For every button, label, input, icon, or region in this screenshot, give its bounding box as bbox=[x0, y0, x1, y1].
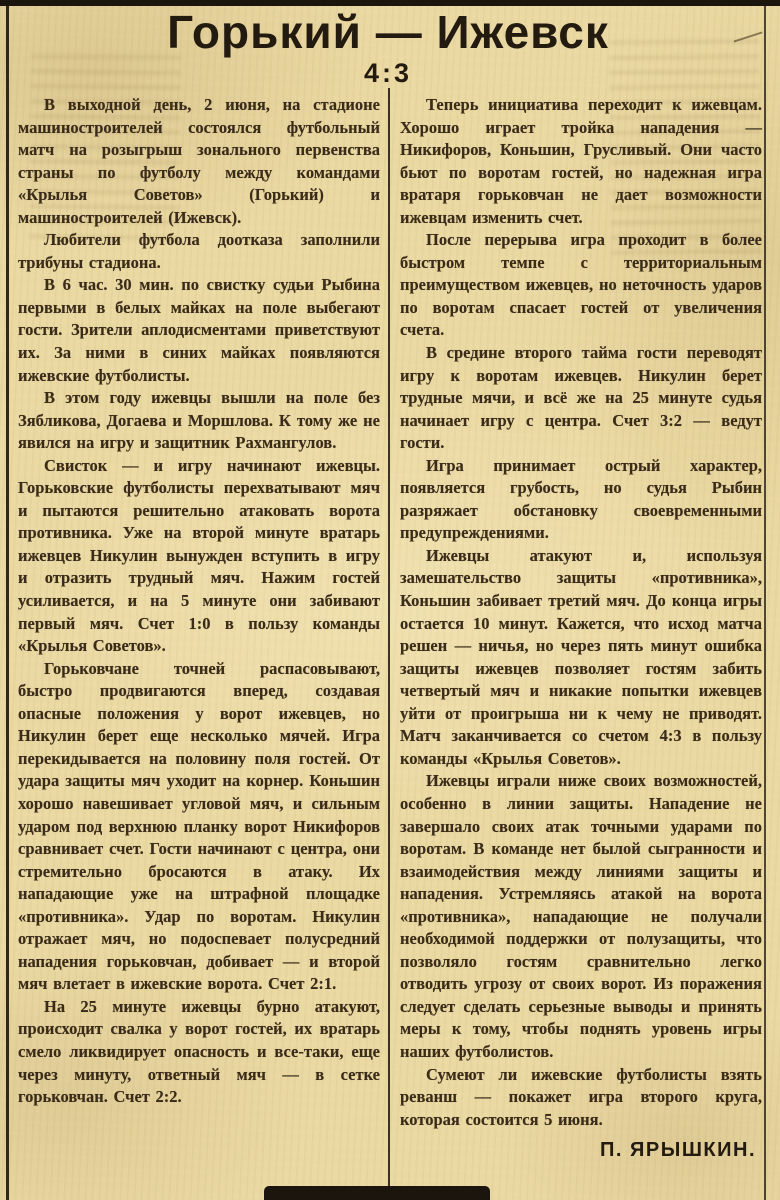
left-column-rule bbox=[6, 0, 9, 1200]
paragraph: Сумеют ли ижевские футболисты взять реванш — покажет игра второго круга, которая состоится 5 июня. bbox=[400, 1064, 762, 1129]
paragraph: Ижевцы играли ниже своих возможностей, особенно в линии защиты. Нападение не завершало своих атак точными ударами по воротам. В команде нет былой сыгранности и взаимодействия между линиями защиты и нападения. Устремляясь атакой на ворота «противника», нападающие не получали необходимой поддержки от полузащиты, что позволяло гостям сравнительно легко отводить угрозу от своих ворот. Из поражения следует сделать серьезные выводы и принять меры к тому, чтобы поднять уровень игры наших футболистов. bbox=[400, 771, 762, 1061]
paragraph: В этом году ижевцы вышли на поле без Зябликова, Догаева и Моршлова. К тому же не явился на игру и защитник Рахмангулов. bbox=[18, 388, 380, 453]
paragraph: Горьковчане точней распасовывают, быстро продвигаются вперед, создавая опасные положения у ворот ижевцев, но Никулин берет еще несколько мячей. Игра перекидывается на половину поля гостей. От удара защиты мяч уходит на корнер. Коньшин хорошо навешивает угловой мяч, и сильным ударом под верхнюю планку ворот Никифоров сравнивает счет. Гости начинают с центра, они стремительно бросаются в атаку. Их нападающие уже на штрафной площадке «противника». Удар по воротам. Никулин отражает мяч, но подоспевает полусредний нападения горьковчан, добивает — и второй мяч влетает в ижевские ворота. Счет 2:1. bbox=[18, 658, 380, 994]
match-score: 4:3 bbox=[363, 58, 413, 88]
paragraph: Любители футбола доотказа заполнили трибуны стадиона. bbox=[18, 230, 380, 272]
right-column bbox=[400, 94, 762, 1162]
paragraph: После перерыва игра проходит в более быстром темпе с территориальным преимуществом ижевцев, но неточность ударов по воротам спасает гостей от увеличения счета. bbox=[400, 230, 762, 340]
paragraph: Игра принимает острый характер, появляется грубость, но судья Рыбин разряжает обстановку своевременными предупреждениями. bbox=[400, 455, 762, 543]
paragraph: В средине второго тайма гости переводят игру к воротам ижевцев. Никулин берет трудные мячи, и всё же на 25 минуте судья начинает игру с центра. Счет 3:2 — ведут гости. bbox=[400, 343, 762, 453]
adjacent-box-edge bbox=[264, 1186, 490, 1200]
right-edge-rule bbox=[764, 0, 766, 1200]
paragraph: В 6 час. 30 мин. по свистку судьи Рыбина первыми в белых майках на поле выбегают гости. Зрители аплодисментами приветствуют их. За ними в синих майках появляются ижевские футболисты. bbox=[18, 275, 380, 385]
article-body bbox=[18, 94, 762, 1162]
author-byline: П. ЯРЫШКИН. bbox=[600, 1139, 756, 1162]
paragraph: На 25 минуте ижевцы бурно атакуют, происходит свалка у ворот гостей, их вратарь смело ликвидирует опасность и все-таки, еще через минуту, ответный мяч — в сетке горьковчан. Счет 2:2. bbox=[18, 996, 380, 1107]
paragraph: Теперь инициатива переходит к ижевцам. Хорошо играет тройка нападения — Никифоров, Коньшин, Грусливый. Они часто бьют по воротам гостей, но надежная игра вратаря горьковчан не дает возможности ижевцам изменить счет. bbox=[400, 95, 762, 227]
article-title: Горький — Ижевск bbox=[167, 6, 609, 58]
paragraph: В выходной день, 2 июня, на стадионе машиностроителей состоялся футбольный матч на розыгрыш зонального первенства страны по футболу между командами «Крылья Советов» (Горький) и машиностроителей (Ижевск). bbox=[18, 95, 380, 227]
left-column bbox=[18, 94, 380, 1162]
paragraph: Ижевцы атакуют и, используя замешательство защиты «противника», Коньшин забивает третий мяч. До конца игры остается 10 минут. Кажется, что исход матча решен — ничья, но через пять минут ошибка защиты ижевцев позволяет гостям забить четвертый мяч и никакие попытки ижевцев уйти от проигрыша ни к чему не приводят. Матч заканчивается со счетом 4:3 в пользу команды «Крылья Советов». bbox=[400, 545, 762, 768]
paragraph: Свисток — и игру начинают ижевцы. Горьковские футболисты перехватывают мяч и пытаются решительно атаковать ворота противника. Уже на второй минуте вратарь ижевцев Никулин вынужден вступить в игру и отразить трудный мяч. Нажим гостей усиливается, и на 5 минуте они забивают первый мяч. Счет 1:0 в пользу команды «Крылья Советов». bbox=[18, 455, 380, 656]
masthead bbox=[10, 8, 766, 88]
